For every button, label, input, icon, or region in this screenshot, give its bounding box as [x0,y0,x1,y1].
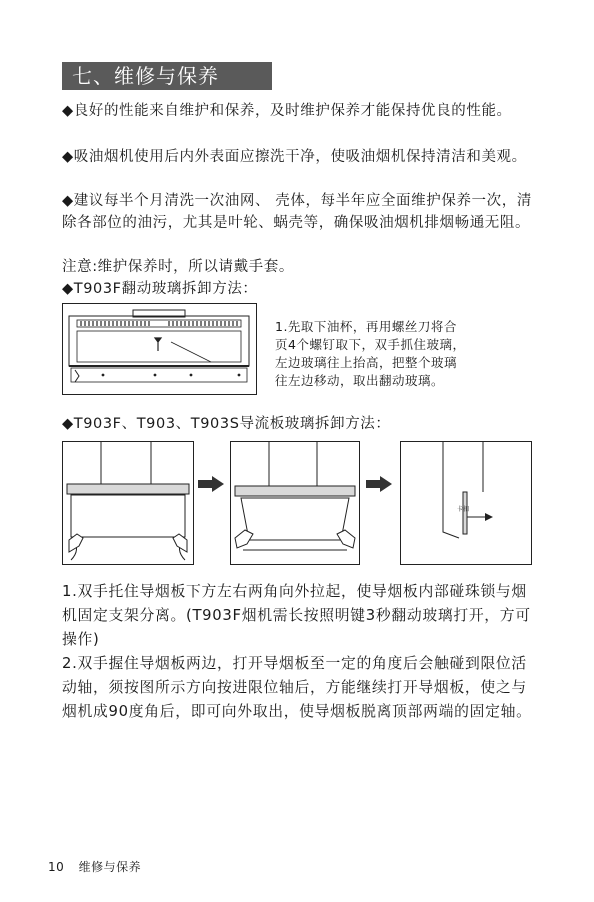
glass-removal-figure [62,303,257,395]
caption-line: 1.先取下油杯，再用螺丝刀将合 [275,319,457,334]
page-footer [48,858,151,875]
section-title: 七、维修与保养 [62,62,272,90]
panel-open-illustration [231,442,359,564]
caption-line: 往左边移动，取出翻动玻璃。 [275,373,445,388]
intro-paragraph-2: ◆吸油烟机使用后内外表面应擦洗干净，使吸油烟机保持清洁和美观。 [62,149,527,165]
limit-shaft-side-illustration [401,442,531,564]
footer-section-name: 维修与保养 [78,860,142,874]
panel-step-3-figure [400,441,532,565]
page-number: 10 [48,860,65,874]
glass-removal-caption [275,318,515,390]
panel-step-2-figure [230,441,360,565]
caption-line: 页4个螺钉取下，双手抓住玻璃， [275,337,466,352]
arrow-right-icon [198,476,224,492]
step-1-text: 1.双手托住导烟板下方左右两角向外拉起，使导烟板内部碰珠锁与烟机固定支架分离。(T903F烟机需长按照明键3秒翻动玻璃打开，方可操作) [62,583,531,648]
panel-pull-out-illustration [63,442,193,564]
latch-label: 卡扣 [457,506,470,513]
arrow-right-icon [366,476,392,492]
caption-line: 左边玻璃往上抬高，把整个玻璃 [275,355,458,370]
step-2-text: 2.双手握住导烟板两边，打开导烟板至一定的角度后会触碰到限位活动轴，须按图所示方向按进限位轴后，方能继续打开导烟板，使之与烟机成90度角后，即可向外取出，使导烟板脱离顶部两端的固定轴。 [62,655,532,720]
intro-paragraph-1: ◆良好的性能来自维护和保养，及时维护保养才能保持优良的性能。 [62,103,512,119]
glass-removal-heading: ◆T903F翻动玻璃拆卸方法： [62,281,258,297]
intro-paragraph-3: ◆建议每半个月清洗一次油网、 壳体，每半年应全面维护保养一次，清除各部位的油污，尤其是叶轮、蜗壳等，确保吸油烟机排烟畅通无阻。 [62,193,532,231]
panel-step-1-figure [62,441,194,565]
panel-removal-heading: ◆T903F、T903、T903S导流板玻璃拆卸方法： [62,416,391,432]
range-hood-front-illustration [63,304,256,394]
care-note: 注意:维护保养时，所以请戴手套。 [62,259,294,275]
